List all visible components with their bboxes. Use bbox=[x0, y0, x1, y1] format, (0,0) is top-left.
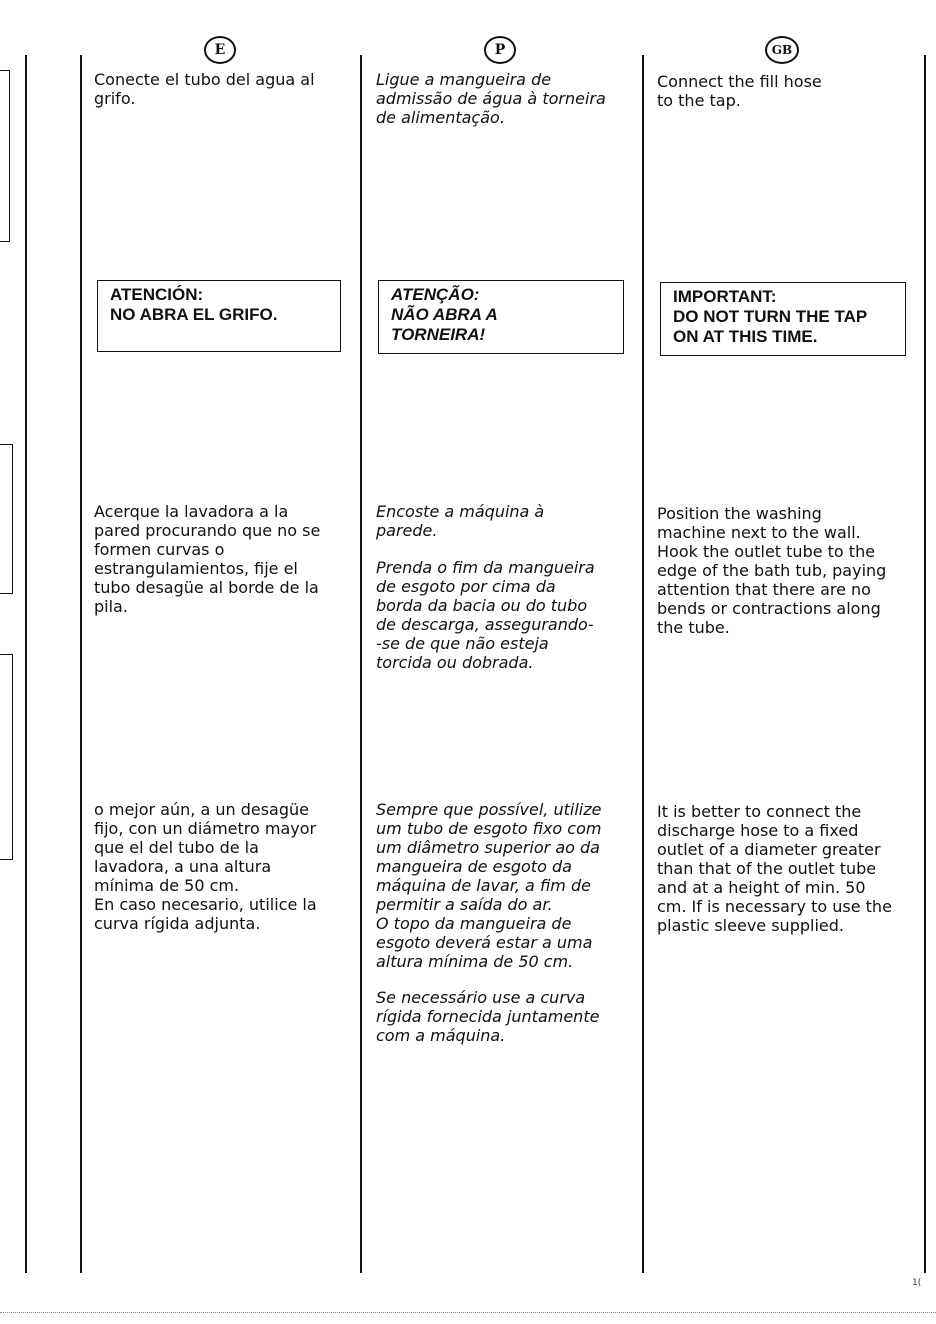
column-rule-right bbox=[924, 55, 926, 1273]
pt-warning-box: ATENÇÃO: NÃO ABRA A TORNEIRA! bbox=[378, 280, 624, 354]
language-badge-gb: GB bbox=[765, 36, 799, 64]
gb-warning-box: IMPORTANT: DO NOT TURN THE TAP ON AT THIS TIME. bbox=[660, 282, 906, 356]
language-badge-pt: P bbox=[484, 36, 516, 64]
es-fixed-outlet-text: o mejor aún, a un desagüe fijo, con un diámetro mayor que el del tubo de la lavadora, a una altura mínima de 50 cm. En caso necesario, utilice la curva rígida adjunta. bbox=[94, 800, 317, 933]
column-rule-1 bbox=[80, 55, 82, 1273]
pt-rigid-curve-text: Se necessário use a curva rígida fornecida juntamente com a máquina. bbox=[376, 988, 600, 1045]
adjacent-page-frame-top bbox=[0, 70, 10, 242]
adjacent-page-frame-bottom bbox=[0, 654, 13, 860]
gb-fixed-outlet-text: It is better to connect the discharge hose to a fixed outlet of a diameter greater than that of the outlet tube and at a height of min. 50 cm. If is necessary to use the plastic sleeve supplied. bbox=[657, 802, 892, 935]
es-connect-hose-text: Conecte el tubo del agua al grifo. bbox=[94, 70, 315, 108]
column-rule-2 bbox=[360, 55, 362, 1273]
gb-connect-hose-text: Connect the fill hose to the tap. bbox=[657, 72, 822, 110]
gb-position-machine-text: Position the washing machine next to the wall. Hook the outlet tube to the edge of the bath tub, paying attention that there are no bends or contractions along the tube. bbox=[657, 504, 887, 637]
column-rule-left bbox=[25, 55, 27, 1273]
bottom-cut-line bbox=[0, 1312, 936, 1313]
pt-connect-hose-text: Ligue a mangueira de admissão de água à torneira de alimentação. bbox=[376, 70, 606, 127]
adjacent-page-frame-middle bbox=[0, 444, 13, 594]
page-number: 1( bbox=[912, 1278, 922, 1288]
language-badge-es: E bbox=[204, 36, 236, 64]
column-rule-3 bbox=[642, 55, 644, 1273]
pt-fixed-outlet-text: Sempre que possível, utilize um tubo de esgoto fixo com um diâmetro superior ao da mangueira de esgoto da máquina de lavar, a fim de permitir a saída do ar. O topo da mangueira de esgoto deverá estar a uma altura mínima de 50 cm. bbox=[376, 800, 602, 971]
pt-fix-outlet-text: Prenda o fim da mangueira de esgoto por cima da borda da bacia ou do tubo de descarga, assegurando- -se de que não esteja torcida ou dobrada. bbox=[376, 558, 595, 672]
es-warning-box: ATENCIÓN: NO ABRA EL GRIFO. bbox=[97, 280, 341, 352]
pt-position-machine-text: Encoste a máquina à parede. bbox=[376, 502, 545, 540]
es-position-machine-text: Acerque la lavadora a la pared procurando que no se formen curvas o estrangulamientos, fije el tubo desagüe al borde de la pila. bbox=[94, 502, 321, 616]
